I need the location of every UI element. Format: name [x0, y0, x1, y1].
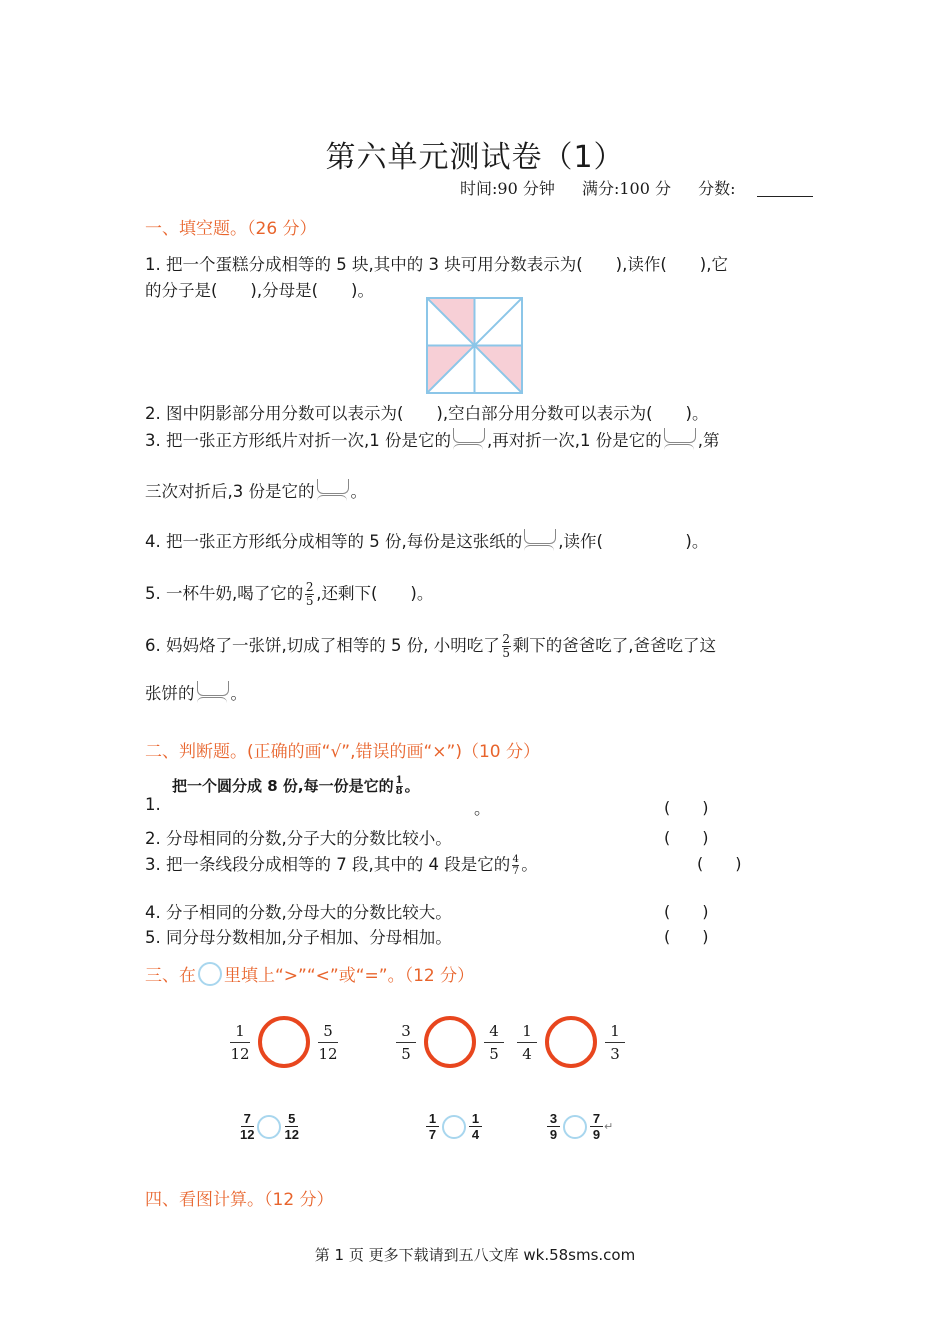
fraction-left: $\frac{1}{12}$ — [230, 1021, 250, 1063]
fraction-left: $\frac{1}{4}$ — [517, 1021, 537, 1064]
question-5: 5. 一杯牛奶,喝了它的 $\frac{2}{5}$ ,还剩下( )。 — [145, 580, 434, 608]
judge-5-answer[interactable]: ( ) — [664, 927, 709, 946]
compare-item — [240, 1112, 299, 1141]
full-score: 满分:100 分 — [581, 179, 671, 198]
fraction-left: 7 12 — [240, 1111, 255, 1142]
compare-circle[interactable] — [442, 1115, 466, 1139]
judge-4-answer[interactable]: ( ) — [664, 902, 709, 921]
question-1-line-1: 1. 把一个蛋糕分成相等的 5 块,其中的 3 块可用分数表示为( ),读作( ),它 — [145, 255, 728, 274]
fraction-blank[interactable] — [662, 428, 698, 456]
judge-1-answer[interactable]: ( ) — [664, 798, 709, 817]
question-3-line-1: 3. 把一张正方形纸片对折一次,1 份是它的 ,再对折一次,1 份是它的 ,第 — [145, 427, 719, 456]
compare-item — [426, 1112, 482, 1141]
score-label: 分数: — [698, 179, 736, 198]
judge-2: 2. 分母相同的分数,分子大的分数比较小。 — [145, 829, 452, 848]
judge-3-answer[interactable]: ( ) — [697, 854, 742, 873]
question-6-line-2: 张饼的 。 — [145, 680, 247, 709]
section-judge-heading: 二、判断题。(正确的画“√”,错误的画“×”)（10 分） — [145, 742, 541, 762]
question-2: 2. 图中阴影部分用分数可以表示为( ),空白部分用分数可以表示为( )。 — [145, 404, 709, 423]
fraction-blank[interactable] — [315, 479, 351, 507]
exam-meta — [460, 176, 835, 199]
compare-circle[interactable] — [257, 1115, 281, 1139]
square-fraction-figure — [426, 297, 523, 394]
judge-2-answer[interactable]: ( ) — [664, 828, 709, 847]
judge-3: 3. 把一条线段分成相等的 7 段,其中的 4 段是它的 $\frac{4}{7}$ 。 — [145, 854, 538, 877]
score-blank[interactable] — [757, 180, 813, 197]
question-6-line-1: 6. 妈妈烙了一张饼,切成了相等的 5 份, 小明吃了 $\frac{2}{5}$ 剩下的爸爸吃了,爸爸吃了这 — [145, 632, 716, 660]
fraction-blank[interactable] — [195, 681, 231, 709]
judge-5: 5. 同分母分数相加,分子相加、分母相加。 — [145, 928, 452, 947]
compare-circle[interactable] — [258, 1016, 310, 1068]
circle-icon — [198, 962, 222, 986]
fraction-right: $\frac{1}{3}$ — [605, 1021, 625, 1064]
question-1-line-2: 的分子是( ),分母是( )。 — [145, 281, 374, 300]
fraction-left: $\frac{3}{5}$ — [396, 1021, 416, 1064]
fraction-right: 7 9 — [590, 1112, 603, 1141]
judge-1-number: 1. — [145, 795, 161, 814]
question-4: 4. 把一张正方形纸分成相等的 5 份,每份是这张纸的 ,读作( )。 — [145, 528, 708, 557]
fraction-right: 1 4 — [469, 1112, 482, 1141]
fraction-left: 1 7 — [426, 1112, 439, 1141]
compare-item — [547, 1112, 613, 1141]
section-compare-heading: 三、在 里填上“>”“<”或“=”。（12 分） — [145, 961, 474, 986]
fraction-left: 3 9 — [547, 1112, 560, 1141]
fraction-right: $\frac{5}{12}$ — [318, 1021, 338, 1063]
page-title: 第六单元测试卷（1） — [325, 140, 625, 175]
section-calc-heading: 四、看图计算。（12 分） — [145, 1190, 334, 1210]
judge-1-period: 。 — [474, 799, 491, 818]
time-limit: 时间:90 分钟 — [460, 179, 555, 198]
section-fill-blank-heading: 一、填空题。（26 分） — [145, 219, 317, 239]
page-footer: 第 1 页 更多下载请到五八文库 wk.58sms.com — [314, 1246, 636, 1264]
fraction-blank[interactable] — [522, 529, 558, 557]
fraction: $\frac{1}{8}$ — [395, 775, 403, 797]
fraction-right: $\frac{4}{5}$ — [484, 1021, 504, 1064]
fraction: $\frac{2}{5}$ — [502, 632, 511, 660]
compare-circle[interactable] — [424, 1016, 476, 1068]
fraction-right: 5 12 — [284, 1111, 299, 1142]
compare-item — [230, 1016, 338, 1068]
judge-4: 4. 分子相同的分数,分母大的分数比较大。 — [145, 903, 452, 922]
compare-circle[interactable] — [545, 1016, 597, 1068]
fraction: $\frac{2}{5}$ — [305, 580, 314, 608]
judge-1-text: 把一个圆分成 8 份,每一份是它的 $\frac{1}{8}$ 。 — [172, 775, 420, 797]
return-mark-icon: ↵ — [604, 1120, 614, 1133]
compare-item — [396, 1016, 504, 1068]
fraction-blank[interactable] — [451, 428, 487, 456]
question-3-line-2: 三次对折后,3 份是它的 。 — [145, 478, 367, 507]
compare-circle[interactable] — [563, 1115, 587, 1139]
compare-item — [517, 1016, 625, 1068]
fraction: $\frac{4}{7}$ — [512, 854, 519, 877]
